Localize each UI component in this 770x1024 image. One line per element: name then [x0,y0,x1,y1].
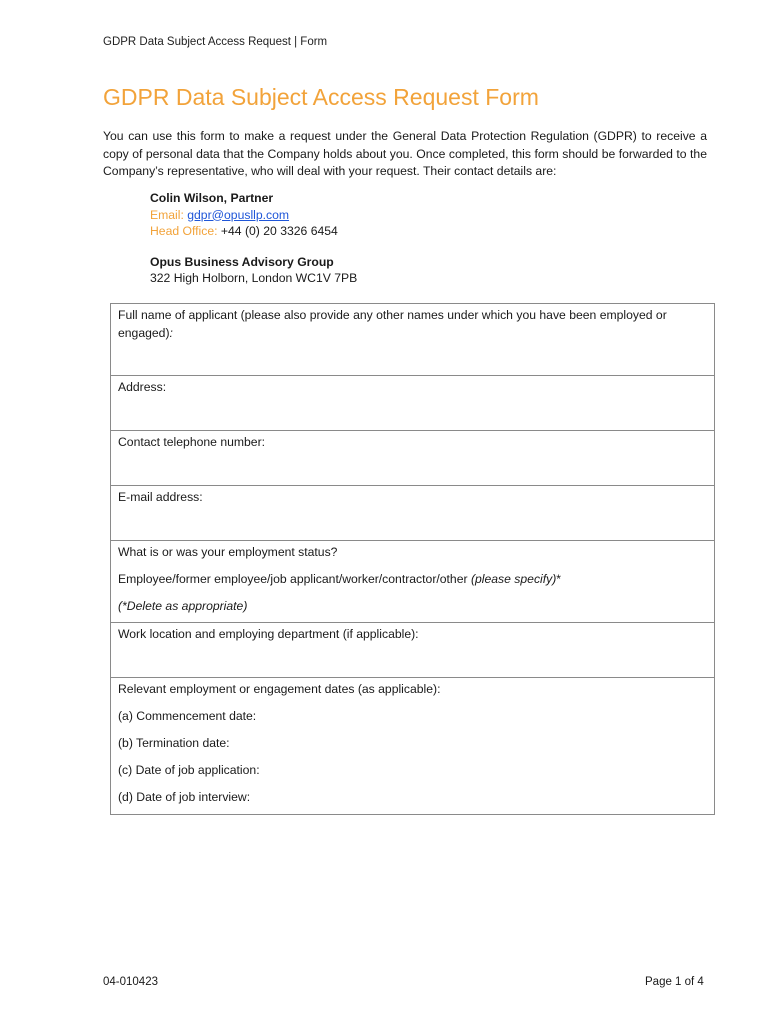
intro-paragraph: You can use this form to make a request under the General Data Protection Regulation (GDPR) to receive a copy of personal data that the Company holds about you. Once completed, this form should be forwarded to the Company’s representative, who will deal with your request. Their contact details are: [103,129,707,178]
telephone-field[interactable] [111,431,714,486]
interview-date: (d) Date of job interview: [118,790,251,804]
contact-name: Colin Wilson, Partner [150,191,274,205]
dates-label: Relevant employment or engagement dates (as applicable): [118,682,441,696]
contact-email-line [150,207,357,224]
status-options: Employee/former employee/job applicant/worker/contractor/other [118,572,471,586]
email-field-label: E-mail address: [118,490,203,504]
employment-dates-field[interactable] [111,678,714,814]
company-address: 322 High Holborn, London WC1V 7PB [150,271,358,285]
status-note: (*Delete as appropriate) [118,599,248,613]
commencement-date: (a) Commencement date: [118,709,257,723]
full-name-colon: : [169,325,173,340]
address-label: Address: [118,380,167,394]
running-header: GDPR Data Subject Access Request | Form [103,36,328,48]
work-location-label: Work location and employing department (if applicable): [118,627,419,641]
status-asterisk: * [556,572,562,586]
page-number: Page 1 of 4 [645,976,704,988]
email-label: Email: [150,207,188,222]
termination-date: (b) Termination date: [118,736,230,750]
work-location-field[interactable] [111,623,714,678]
page-title: GDPR Data Subject Access Request Form [103,84,539,110]
application-date: (c) Date of job application: [118,763,260,777]
contact-details [150,190,357,287]
employment-status-field[interactable] [111,541,714,623]
email-link[interactable]: gdpr@opusllp.com [187,207,290,222]
status-question: What is or was your employment status? [118,545,338,559]
full-name-field[interactable] [111,304,714,376]
email-field[interactable] [111,486,714,541]
full-name-label: Full name of applicant (please also provide any other names under which you have been employed or engaged) [118,308,667,340]
address-field[interactable] [111,376,714,431]
company-name: Opus Business Advisory Group [150,254,334,269]
document-reference: 04-010423 [103,976,158,988]
request-form-table [110,303,715,815]
phone-number: +44 (0) 20 3326 6454 [220,224,338,238]
contact-phone-line [150,223,357,240]
phone-label: Head Office: [150,224,221,238]
status-options-line [118,571,707,589]
status-specify: (please specify) [470,572,557,586]
telephone-label: Contact telephone number: [118,435,266,449]
